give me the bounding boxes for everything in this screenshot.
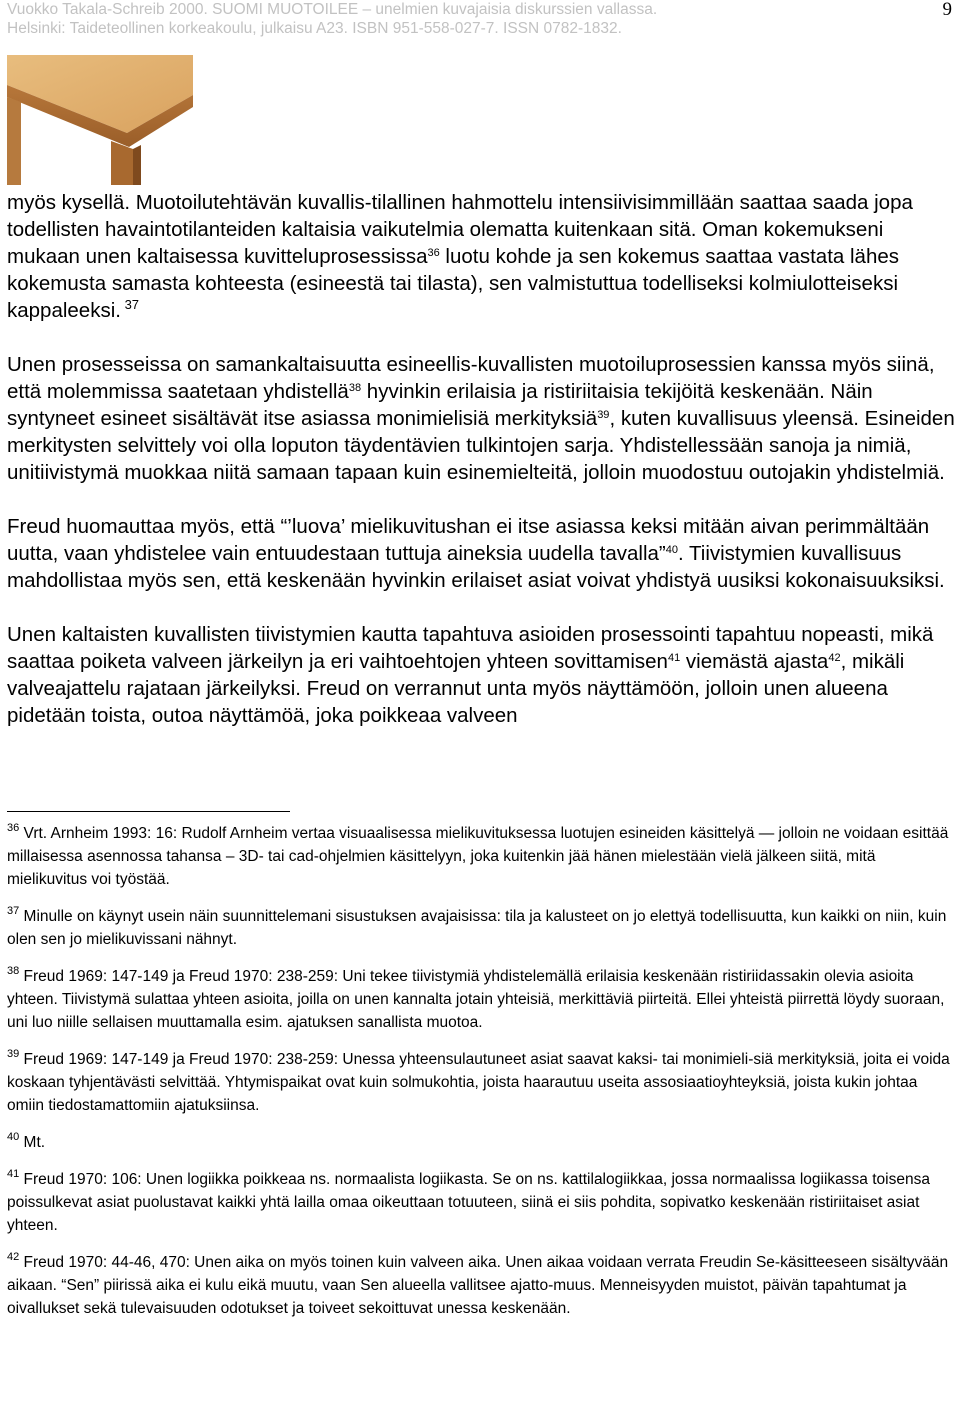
footnote-39 xyxy=(7,1048,957,1117)
footnote-40 xyxy=(7,1131,957,1154)
header-citation-line-2: Helsinki: Taideteollinen korkeakoulu, julkaisu A23. ISBN 951-558-027-7. ISSN 0782-1832. xyxy=(7,20,622,37)
paragraph-4: Unen kaltaisten kuvallisten tiivistymien kautta tapahtuva asioiden prosessointi tapahtuu nopeasti, mikä saattaa poiketa valveen järkeilyn ja eri vaihtoehtojen yhteen sovittamisen$^{41}$ viemästä ajasta$^{42}$, mikäli valveajattelu rajataan järkeilyksi. Freud on verrannut unta myös näyttämöön, jolloin unen alueena pidetään toista, outoa näyttämöä, joka poikkeaa valveen xyxy=(7,623,934,727)
header-citation-line-1: Vuokko Takala-Schreib 2000. SUOMI MUOTOILEE – unelmien kuvajaisia diskurssien vallassa. xyxy=(7,1,658,18)
footnote-number: 36 xyxy=(7,822,20,834)
page-number: 9 xyxy=(942,0,952,20)
footnote-ref-42[interactable]: 42 xyxy=(828,652,841,664)
paragraph-3: Freud huomauttaa myös, että “’luova’ mielikuvitushan ei itse asiassa keksi mitään aivan perimmältään uutta, vaan yhdistelee vain entuudestaan tuttuja aineksia uudella tavalla”$^{40}$. Tiivistymien kuvallisuus mahdollistaa myös sen, että keskenään hyvinkin erilaiset asiat voivat yhdistyä uusiksi kokonaisuuksiksi. xyxy=(7,515,945,592)
footnote-ref-36[interactable]: 36 xyxy=(427,247,440,259)
footnote-42 xyxy=(7,1251,957,1320)
footnote-text: Freud 1970: 106: Unen logiikka poikkeaa ns. normaalista logiikasta. Se on ns. kattilalogiikkaa, jossa normaalissa logiikassa toisensa poissulkevat asiat puolustavat kaikki yhtä lailla omaa oikeuttaan totuuteen, siinä ei siis pohdita, sopivatko keskenään ristiriitaiset asiat yhteen. xyxy=(7,1171,930,1234)
footnote-separator xyxy=(7,811,290,812)
footnote-text: Freud 1969: 147-149 ja Freud 1970: 238-259: Unessa yhteensulautuneet asiat saavat kaksi- tai monimieli-siä merkityksiä, joita ei voida koskaan tyhjentävästi selvittää. Yhtymispaikat ovat kuin solmukohtia, joista haarautuu useita assosiaatioyhteyksiä, joista kukin johtaa omiin tiedostamattomiin ajatuksiinsa. xyxy=(7,1051,950,1114)
footnote-ref-37[interactable]: 37 xyxy=(120,297,140,312)
footnote-text: Minulle on käynyt usein näin suunnittelemani sisustuksen avajaisissa: tila ja kalusteet on jo elettyä todellisuutta, kun kaikki on niin, kuin olen sen jo mielikuvissani nähnyt. xyxy=(7,908,947,948)
footnote-37 xyxy=(7,905,957,951)
footnote-41 xyxy=(7,1168,957,1237)
footnote-38 xyxy=(7,965,957,1034)
footnote-text: Vrt. Arnheim 1993: 16: Rudolf Arnheim vertaa visuaalisessa mielikuvituksessa luotujen esineiden käsittelyä — jolloin ne voidaan esittää millaisessa asennossa tahansa – 3D- tai cad-ohjelmien käsittelyyn, joka kuitenkin jää hänen mielestään vielä jälkeen siitä, mitä mielikuvitus voi työstää. xyxy=(7,825,949,888)
running-header xyxy=(7,0,807,38)
body-text xyxy=(7,189,957,756)
footnote-number: 41 xyxy=(7,1168,20,1180)
footnotes xyxy=(7,822,957,1334)
footnote-ref-39[interactable]: 39 xyxy=(597,409,610,421)
footnote-number: 37 xyxy=(7,905,20,917)
footnote-number: 39 xyxy=(7,1048,20,1060)
wooden-table-photo-icon xyxy=(7,55,193,185)
footnote-number: 40 xyxy=(7,1131,20,1143)
paragraph-2: Unen prosesseissa on samankaltaisuutta esineellis-kuvallisten muotoiluprosessien kanssa myös siinä, että molemmissa saatetaan yhdistellä$^{38}$ hyvinkin erilaisia ja ristiriitaisia tekijöitä keskenään. Näin syntyneet esineet sisältävät itse asiassa monimielisiä merkityksiä$^{39}$, kuten kuvallisuus yleensä. Esineiden merkitysten selvittely voi olla loputon täydentävien tulkintojen sarja. Yhdistellessään sanoja ja nimiä, unitiivistymä muokkaa niitä samaan tapaan kuin esinemielteitä, jolloin muodostuu outojakin yhdistelmiä. xyxy=(7,353,955,484)
footnote-ref-38[interactable]: 38 xyxy=(348,382,362,394)
footnote-ref-40[interactable]: 40 xyxy=(665,544,678,556)
footnote-text: Freud 1969: 147-149 ja Freud 1970: 238-259: Uni tekee tiivistymiä yhdistelemällä erilaisia keskenään ristiriidassakin olevia asioita yhteen. Tiivistymä sulattaa yhteen asioita, joilla on unen kannalta jotain yhteisiä, merkittäviä piirteitä. Ellei yhteistä piirrettä löydy suoraan, uni luo niille sellaisen muuttamalla esim. ajatuksen sanallista muotoa. xyxy=(7,968,945,1031)
footnote-number: 42 xyxy=(7,1251,20,1263)
paragraph-1: myös kysellä. Muotoilutehtävän kuvallis-tilallinen hahmottelu intensiivisimmillään saattaa saada jopa todellisten havaintotilanteiden kaltaisia vaikutelmia olematta kuitenkaan sitä. Oman kokemukseni mukaan unen kaltaisessa kuvitteluprosessissa$^{36}$ luotu kohde ja sen kokemus saattaa vastata lähes kokemusta samasta kohteesta (esineestä tai tilasta), sen valmistuttua todelliseksi kolmiulotteiseksi kappaleeksi. $^{37}$ xyxy=(7,191,913,322)
footnote-ref-41[interactable]: 41 xyxy=(667,652,681,664)
footnote-text: Mt. xyxy=(19,1134,46,1151)
footnote-number: 38 xyxy=(7,965,20,977)
footnote-text: Freud 1970: 44-46, 470: Unen aika on myös toinen kuin valveen aika. Unen aikaa voidaan verrata Freudin Se-käsitteeseen sisältyvään aikaan. “Sen” piirissä aika ei kulu eikä muutu, vaan Sen alueella vallitsee ajatto-muus. Menneisyyden muistot, päivän tapahtumat ja oivallukset sekä tulevaisuuden odotukset ja toiveet sekoittuvat unessa keskenään. xyxy=(7,1254,949,1317)
footnote-36 xyxy=(7,822,957,891)
